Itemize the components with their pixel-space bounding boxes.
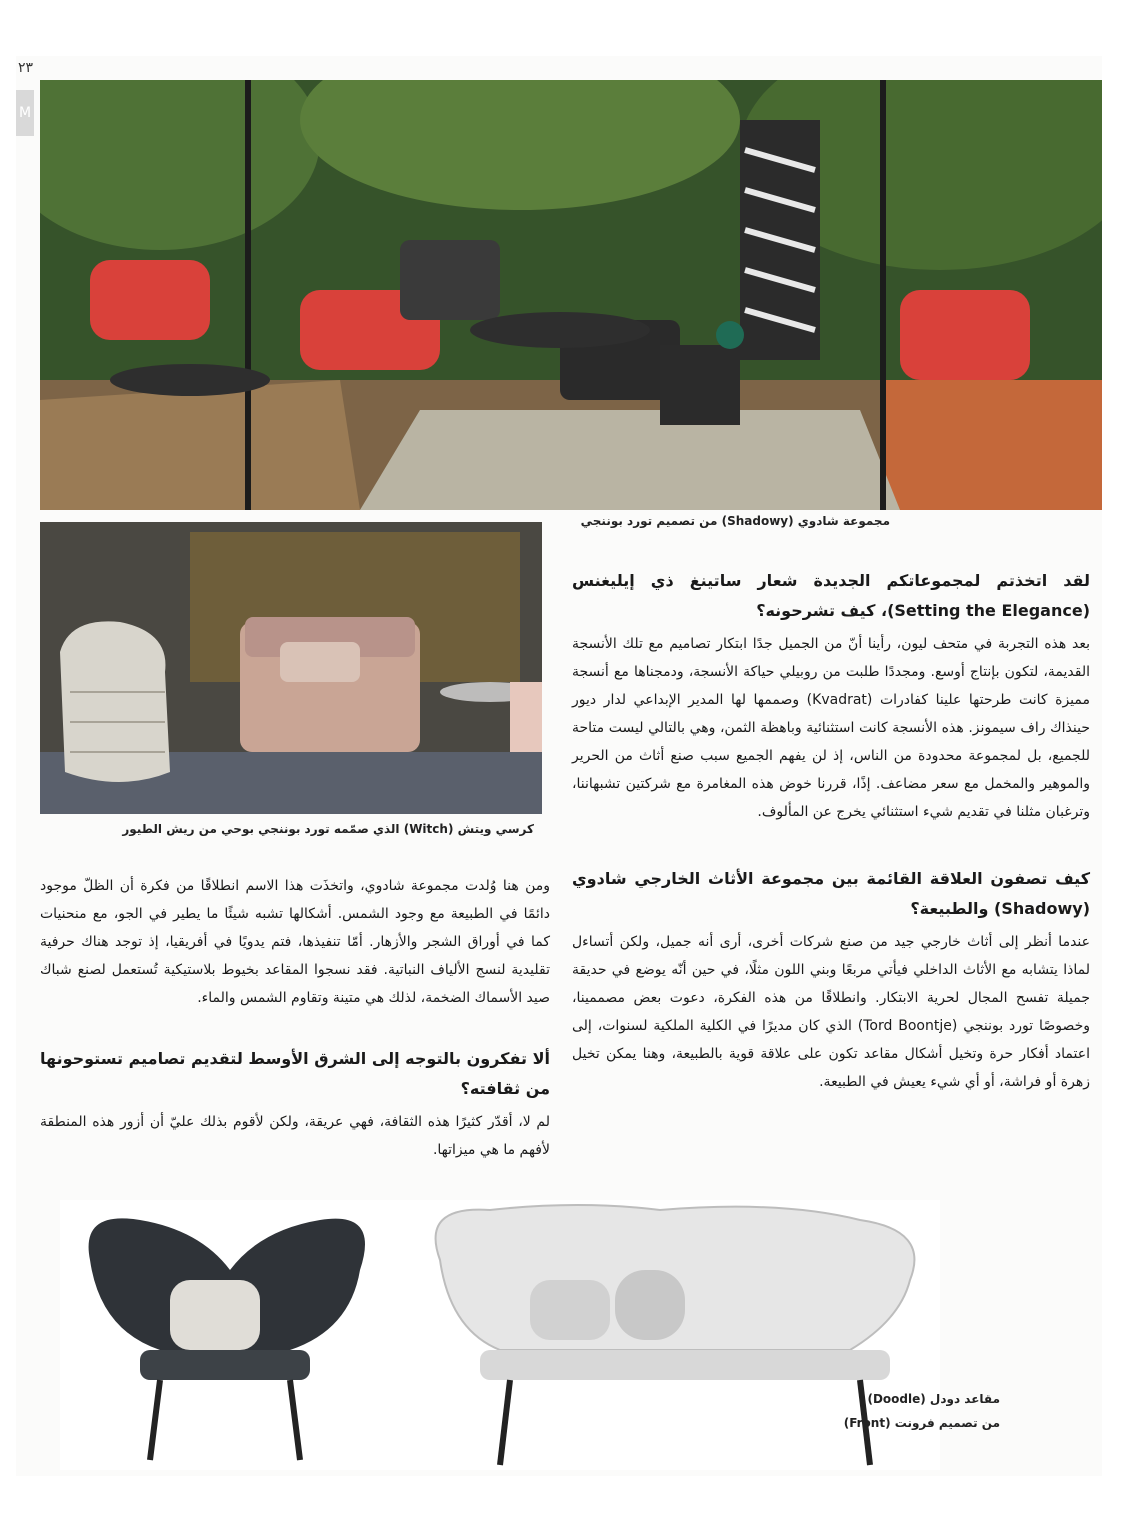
caption-bottom-1-text-b: ) — [867, 1392, 873, 1406]
a2-part1: عندما أنظر إلى أثاث خارجي جيد من صنع شركات أخرى، أرى أنه جميل، ولكن أتساءل لماذا يتشابه مع الأثاث الداخلي فيأتي مربعًا وبني اللون مثلًا، في حين أنّه يوضع في حديقة جميلة تفسح المجال لحرية الابتكار. وانطلاقًا من هذه الفكرة، دعوت بعض مصممينا، وخصوصًا تورد بوننجي ( — [572, 934, 1090, 1034]
caption-mid — [122, 822, 534, 836]
witch-chair-photo — [40, 522, 542, 814]
caption-bottom-2-text-en: Front — [849, 1416, 886, 1430]
caption-bottom-1-text-en: Doodle — [872, 1392, 921, 1406]
shadowy-illustration — [40, 80, 1102, 510]
caption-mid-text-en: Witch — [409, 822, 448, 836]
left-column — [40, 872, 550, 1164]
caption-top-text-en: Shadowy — [727, 514, 789, 528]
a2-part2: ) الذي كان مديرًا في الكلية الملكية لسنوات، إلى اعتماد أفكار حرة وتخيل أشكال مقاعد تكون على علاقة قوية بالطبيعة، وهنا يمكن تخيل زهرة أو فراشة، أو أي شيء يعيش في الطبيعة. — [572, 1018, 1090, 1090]
caption-top — [581, 514, 890, 528]
caption-bottom-2-text-a: من تصميم فرونت ( — [885, 1416, 1000, 1430]
q1-text-b: )، كيف تشرحونه؟ — [756, 601, 895, 620]
caption-top-text-a: مجموعة شادوي ( — [788, 514, 890, 528]
right-column — [572, 566, 1090, 1096]
a2-en: Tord Boontje — [863, 1018, 952, 1034]
caption-bottom-line-2 — [844, 1416, 1000, 1430]
q2-text-a: كيف تصفون العلاقة القائمة بين مجموعة الأثاث الخارجي شادوي ( — [572, 869, 1090, 918]
page-number: ٢٣ — [18, 60, 34, 76]
witch-illustration — [40, 522, 542, 814]
a1-en: Kvadrat — [812, 692, 867, 708]
doodle-chairs-photo — [60, 1200, 940, 1470]
q2-text-b: ) والطبيعة؟ — [910, 899, 1002, 918]
answer-2 — [572, 928, 1090, 1096]
paragraph-shadowy: ومن هنا وُلدت مجموعة شادوي، واتخذَت هذا الاسم انطلاقًا من فكرة أن الظلّ موجود دائمًا في الطبيعة مع وجود الشمس. أشكالها تشبه شيئًا ما يطير في الجو، مع منحنيات كما في أوراق الشجر والأزهار. أمّا تنفيذها، فتم يدويًا في أفريقيا، إذ توجد هناك حرفية تقليدية لنسج الألياف النباتية. فقد نسجوا المقاعد بخيوط بلاستيكية تُستعمل لصنع شباك صيد الأسماك الضخمة، لذلك هي متينة وتقاوم الشمس والماء. — [40, 878, 550, 1006]
question-1 — [572, 566, 1090, 626]
question-2 — [572, 864, 1090, 924]
shadowy-collection-photo — [40, 80, 1102, 510]
answer-1 — [572, 630, 1090, 826]
doodle-illustration — [60, 1200, 940, 1470]
answer-3: لم لا، أقدّر كثيرًا هذه الثقافة، فهي عريقة، ولكن لأقوم بذلك عليّ أن أزور هذه المنطقة لأفهم ما هي ميزاتها. — [40, 1114, 550, 1158]
caption-mid-text-a: كرسي ويتش ( — [447, 822, 534, 836]
q1-text-a: لقد اتخذتم لمجموعاتكم الجديدة شعار ساتينغ ذي إيليغنس ( — [572, 571, 1090, 620]
caption-bottom-2-text-b: ) — [843, 1416, 850, 1430]
question-3: ألا تفكرون بالتوجه إلى الشرق الأوسط لتقديم تصاميم تستوحونها من ثقافته؟ — [40, 1049, 550, 1098]
caption-mid-text-b: ) الذي صمّمه تورد بوننجي بوحي من ريش الطيور — [122, 822, 410, 836]
caption-bottom-line-1 — [867, 1392, 1000, 1406]
q1-text-en: Setting the Elegance — [894, 601, 1083, 620]
caption-bottom-1-text-a: مقاعد دودل ( — [920, 1392, 1000, 1406]
caption-top-text-b: ) من تصميم تورد بوننجي — [580, 514, 728, 528]
a1-part1: بعد هذه التجربة في متحف ليون، رأينا أنّ من الجميل جدًا ابتكار تصاميم مع تلك الأنسجة القديمة، لتكون بإنتاج أوسع. ومجددًا طلبت من روبيلي حياكة الأنسجة، ودمجناها مع أنسجة مميزة كانت طرحتها علينا كفادرات ( — [572, 636, 1090, 708]
section-tab: M — [16, 90, 34, 136]
q2-text-en: Shadowy — [1001, 899, 1083, 918]
a1-part2: ) وصممها لها المدير الإبداعي لدار ديور حينذاك راف سيمونز. هذه الأنسجة كانت استثنائية وباهظة الثمن، وهي بالتالي ليست متاحة للجميع، بل لمجموعة محدودة من الناس، إذ لن يفهم الجميع سبب صنع أثاث من الحرير والموهير والمخمل مع سعر مضاعف. إذًا، قررنا خوض هذه المغامرة مع شركتين تشبهاننا، وترغبان مثلنا في تقديم شيء استثنائي يخرج عن المألوف. — [572, 692, 1090, 820]
